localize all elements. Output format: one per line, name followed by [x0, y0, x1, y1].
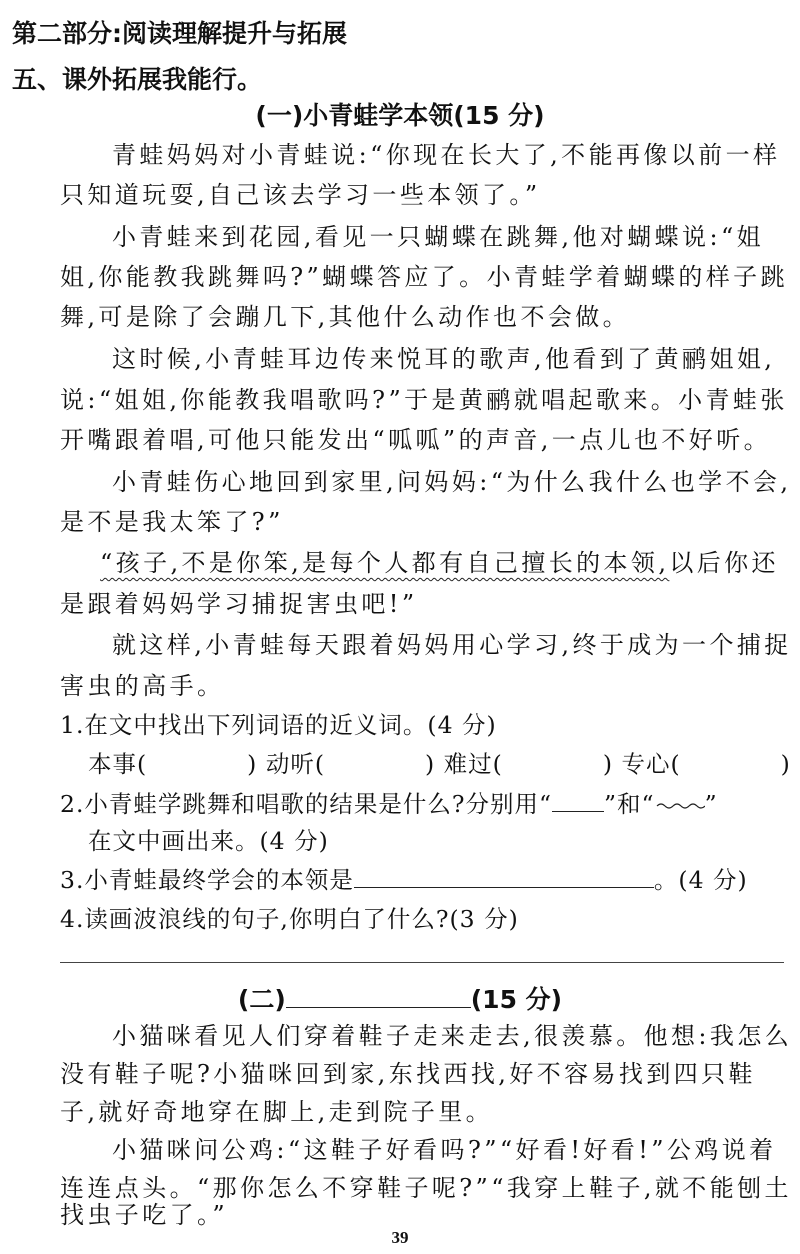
passage1-line: 这时候,小青蛙耳边传来悦耳的歌声,他看到了黄鹂姐姐,: [112, 345, 776, 373]
passage2-line: 找虫子吃了。”: [60, 1201, 229, 1229]
word-benshi: 本事(: [88, 750, 148, 778]
word-dongting: 动听(: [265, 750, 325, 778]
question-2-cont: 在文中画出来。(4 分): [88, 827, 329, 855]
passage1-line: 是不是我太笨了?”: [60, 508, 284, 536]
passage1-line: 就这样,小青蛙每天跟着妈妈用心学习,终于成为一个捕捉: [112, 631, 792, 659]
passage1-line: 青蛙妈妈对小青蛙说:“你现在长大了,不能再像以前一样: [112, 141, 781, 169]
passage1-line: 小青蛙来到花园,看见一只蝴蝶在跳舞,他对蝴蝶说:“姐: [112, 223, 765, 251]
passage1-line: 姐,你能教我跳舞吗?”蝴蝶答应了。小青蛙学着蝴蝶的样子跳: [60, 263, 788, 291]
passage2-title: (二) (15 分): [237, 985, 563, 1014]
section-heading: 五、课外拓展我能行。: [12, 65, 263, 94]
word-nanguo: 难过(: [443, 750, 503, 778]
passage1-line: 开嘴跟着唱,可他只能发出“呱呱”的声音,一点儿也不好听。: [60, 426, 771, 454]
passage1-title: (一)小青蛙学本领(15 分): [255, 101, 545, 130]
wavy-underlined-sentence: “孩子,不是你笨,是每个人都有自己擅长的本领,: [100, 549, 670, 577]
question-4: 4.读画波浪线的句子,你明白了什么?(3 分): [60, 905, 519, 933]
passage1-line: 舞,可是除了会蹦几下,其他什么动作也不会做。: [60, 303, 631, 331]
passage1-line: 害虫的高手。: [60, 672, 225, 700]
passage2-line: 子,就好奇地穿在脚上,走到院子里。: [60, 1098, 494, 1126]
passage1-line: 只知道玩耍,自己该去学习一些本领了。”: [60, 181, 541, 209]
word-zhuanxin: 专心(: [621, 750, 681, 778]
passage1-line: 是跟着妈妈学习捕捉害虫吧!”: [60, 590, 418, 618]
question-1: 1.在文中找出下列词语的近义词。(4 分): [60, 711, 497, 739]
question-1-words: 本事( ) 动听( ) 难过( ) 专心( ): [88, 750, 791, 778]
part-heading: 第二部分:阅读理解提升与拓展: [12, 19, 347, 48]
wavy-line-sample-icon: [655, 801, 705, 811]
page-number: 39: [391, 1228, 409, 1247]
question-3: 3.小青蛙最终学会的本领是 。(4 分): [60, 866, 748, 894]
passage2-line: 没有鞋子呢?小猫咪回到家,东找西找,好不容易找到四只鞋: [60, 1060, 756, 1088]
passage1-line-tail: 以后你还: [669, 549, 779, 577]
title-blank[interactable]: [286, 1007, 471, 1008]
passage2-line: 小猫咪问公鸡:“这鞋子好看吗?”“好看!好看!”公鸡说着: [112, 1136, 777, 1164]
passage2-line: 小猫咪看见人们穿着鞋子走来走去,很羡慕。他想:我怎么: [112, 1022, 793, 1050]
passage1-line: 说:“姐姐,你能教我唱歌吗?”于是黄鹂就唱起歌来。小青蛙张: [60, 386, 788, 414]
passage1-line: 小青蛙伤心地回到家里,问妈妈:“为什么我什么也学不会,: [112, 468, 792, 496]
question-2: 2.小青蛙学跳舞和唱歌的结果是什么?分别用“ ”和“ ”: [60, 790, 718, 818]
answer-line-q4[interactable]: [60, 962, 784, 963]
answer-line-q3[interactable]: [354, 887, 654, 888]
passage2-line: 连连点头。“那你怎么不穿鞋子呢?”“我穿上鞋子,就不能刨土: [60, 1174, 792, 1202]
straight-line-sample: [552, 811, 604, 812]
wavy-sentence-line: [100, 543, 779, 578]
